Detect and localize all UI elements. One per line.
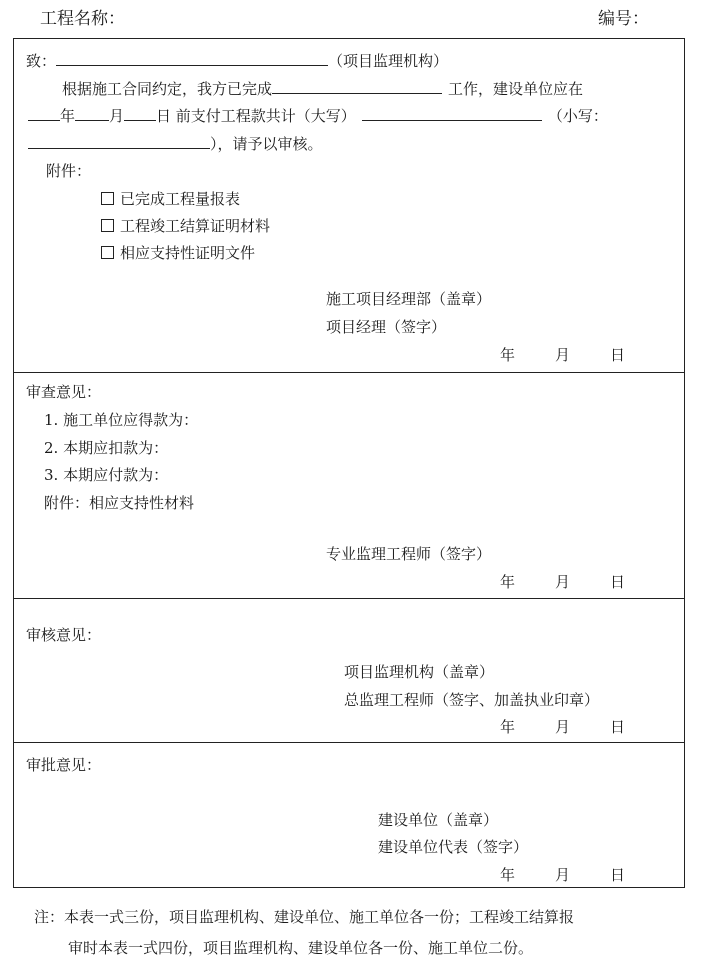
review-attachment: 附件：相应支持性材料 <box>44 494 195 512</box>
date-day: 日 <box>610 573 626 591</box>
small-write-label: （小写： <box>547 107 608 125</box>
completed-suffix: 工作，建设单位应在 <box>448 80 584 98</box>
supervision-org-seal-label: 项目监理机构（盖章） <box>344 663 495 681</box>
date-year: 年 <box>500 718 516 736</box>
attachment-label: 工程竣工结算证明材料 <box>120 217 271 235</box>
completed-work-blank[interactable] <box>272 78 442 94</box>
date-year: 年 <box>500 573 516 591</box>
to-prefix: 致： <box>26 52 57 70</box>
date-month: 月 <box>555 866 571 884</box>
checkbox[interactable] <box>101 246 114 259</box>
date-day: 日 <box>610 718 626 736</box>
checkbox[interactable] <box>101 219 114 232</box>
footer-note-line-1: 注：本表一式三份，项目监理机构、建设单位、施工单位各一份；工程竣工结算报 <box>34 908 575 926</box>
review-request: ），请予以审核。 <box>210 135 323 153</box>
footer-note-line-2: 审时本表一式四份，项目监理机构、建设单位各一份、施工单位二份。 <box>68 939 534 957</box>
paragraph-line-3 <box>28 133 323 154</box>
year-label: 年 <box>60 107 76 125</box>
review-item-1: 1. 施工单位应得款为： <box>44 411 199 429</box>
completed-prefix: 根据施工合同约定，我方已完成 <box>62 80 273 98</box>
to-suffix: （项目监理机构） <box>328 52 449 70</box>
divider-3 <box>13 742 685 743</box>
date-year: 年 <box>500 866 516 884</box>
paragraph-line-1 <box>62 78 583 99</box>
review-item-3: 3. 本期应付款为： <box>44 466 169 484</box>
date-day: 日 <box>610 346 626 364</box>
year-blank[interactable] <box>28 105 60 121</box>
form-frame <box>13 38 685 888</box>
date-day: 日 <box>610 866 626 884</box>
attachment-label: 相应支持性证明文件 <box>120 244 256 262</box>
month-blank[interactable] <box>75 105 109 121</box>
contractor-seal-label: 施工项目经理部（盖章） <box>326 290 492 308</box>
date-year: 年 <box>500 346 516 364</box>
audit-opinion-title: 审核意见： <box>26 626 102 644</box>
date-month: 月 <box>555 346 571 364</box>
review-opinion-title: 审查意见： <box>26 383 102 401</box>
attachment-item-1[interactable] <box>101 188 240 209</box>
amount-lowercase-blank[interactable] <box>28 133 210 149</box>
project-name-label: 工程名称： <box>40 9 125 29</box>
owner-seal-label: 建设单位（盖章） <box>378 811 499 829</box>
number-label: 编号： <box>598 9 649 29</box>
attachments-label: 附件： <box>46 162 92 180</box>
date-month: 月 <box>555 573 571 591</box>
addressee-blank[interactable] <box>56 50 328 66</box>
attachment-label: 已完成工程量报表 <box>120 190 241 208</box>
amount-uppercase-blank[interactable] <box>362 105 542 121</box>
addressee-line <box>26 50 448 71</box>
paragraph-line-2 <box>28 105 608 126</box>
date-month: 月 <box>555 718 571 736</box>
attachment-item-2[interactable] <box>101 215 270 236</box>
chief-engineer-sign-label: 总监理工程师（签字、加盖执业印章） <box>344 691 600 709</box>
day-blank[interactable] <box>124 105 156 121</box>
supervising-engineer-sign-label: 专业监理工程师（签字） <box>326 545 492 563</box>
month-label: 月 <box>109 107 125 125</box>
pay-amount-label: 日 前支付工程款共计（大写） <box>156 107 356 125</box>
review-item-2: 2. 本期应扣款为： <box>44 439 169 457</box>
approval-opinion-title: 审批意见： <box>26 756 102 774</box>
divider-2 <box>13 598 685 599</box>
owner-representative-sign-label: 建设单位代表（签字） <box>378 838 529 856</box>
divider-1 <box>13 372 685 373</box>
project-manager-sign-label: 项目经理（签字） <box>326 318 447 336</box>
attachment-item-3[interactable] <box>101 242 255 263</box>
checkbox[interactable] <box>101 192 114 205</box>
